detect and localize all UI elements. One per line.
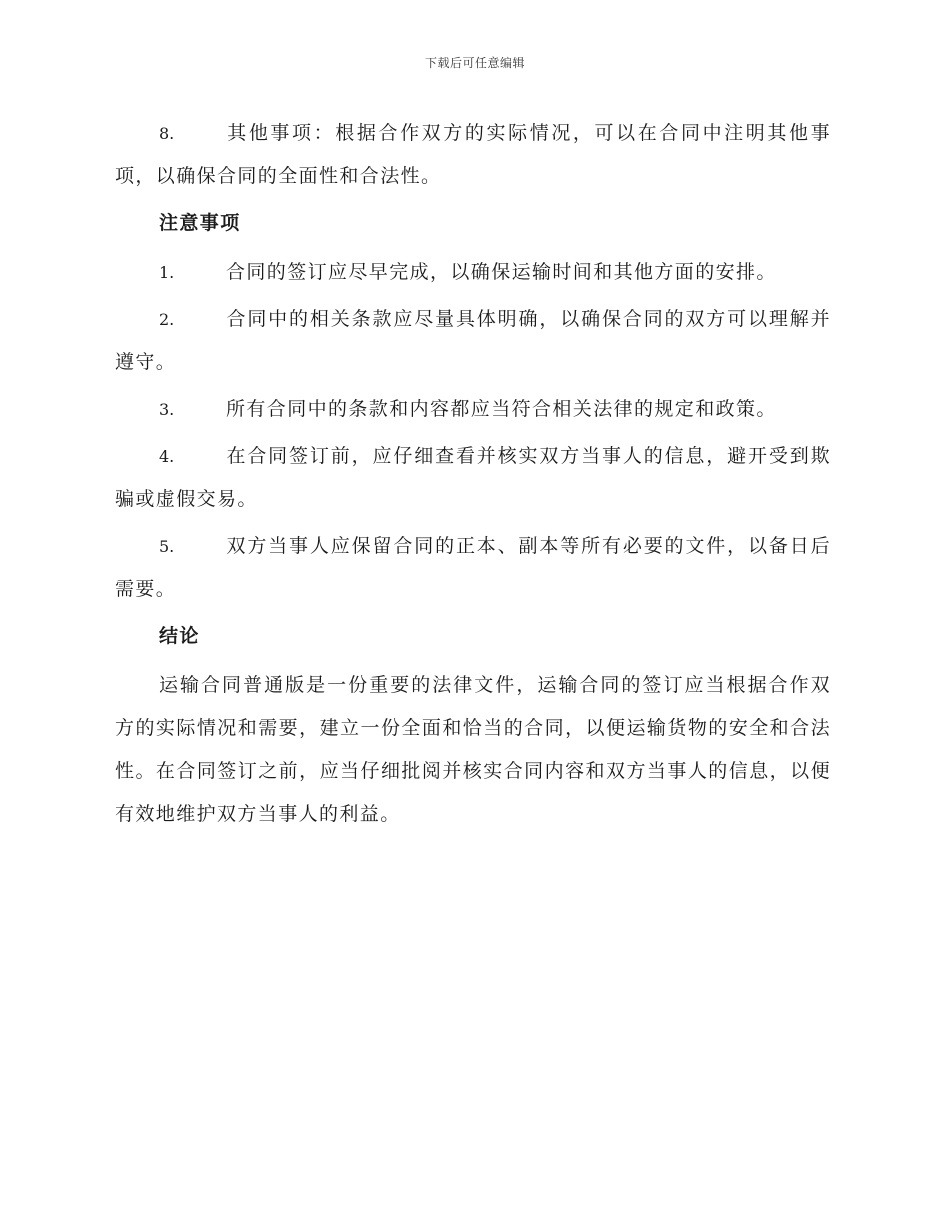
list-item-text: 合同的签订应尽早完成，以确保运输时间和其他方面的安排。: [226, 261, 777, 283]
list-item-number: 1.: [159, 263, 175, 282]
list-item: [115, 388, 831, 431]
section-heading-conclusion: 结论: [159, 625, 200, 647]
page-header: 下载后可任意编辑: [424, 56, 525, 70]
document-body: [115, 112, 831, 836]
list-item-number: 2.: [159, 310, 175, 329]
list-item-text: 双方当事人应保留合同的正本、副本等所有必要的文件，以备日后需要。: [115, 535, 831, 600]
list-item: [115, 298, 831, 384]
list-item-text: 合同中的相关条款应尽量具体明确，以确保合同的双方可以理解并遵守。: [115, 308, 831, 373]
conclusion-paragraph: 运输合同普通版是一份重要的法律文件，运输合同的签订应当根据合作双方的实际情况和需要，建立一份全面和恰当的合同，以便运输货物的安全和合法性。在合同签订之前，应当仔细批阅并核实合同内容和双方当事人的信息，以便有效地维护双方当事人的利益。: [115, 674, 831, 825]
list-item-text: 其他事项：根据合作双方的实际情况，可以在合同中注明其他事项，以确保合同的全面性和合法性。: [115, 122, 831, 187]
list-item-number: 8.: [159, 124, 175, 143]
list-item-8: [115, 112, 831, 198]
list-item-number: 4.: [159, 447, 175, 466]
list-item: [115, 525, 831, 611]
section-heading-notes: 注意事项: [159, 212, 241, 234]
list-item-text: 所有合同中的条款和内容都应当符合相关法律的规定和政策。: [226, 398, 777, 420]
list-item: [115, 435, 831, 521]
list-item: [115, 251, 831, 294]
list-item-number: 5.: [159, 537, 175, 556]
list-item-text: 在合同签订前，应仔细查看并核实双方当事人的信息，避开受到欺骗或虚假交易。: [115, 445, 831, 510]
list-item-number: 3.: [159, 400, 175, 419]
